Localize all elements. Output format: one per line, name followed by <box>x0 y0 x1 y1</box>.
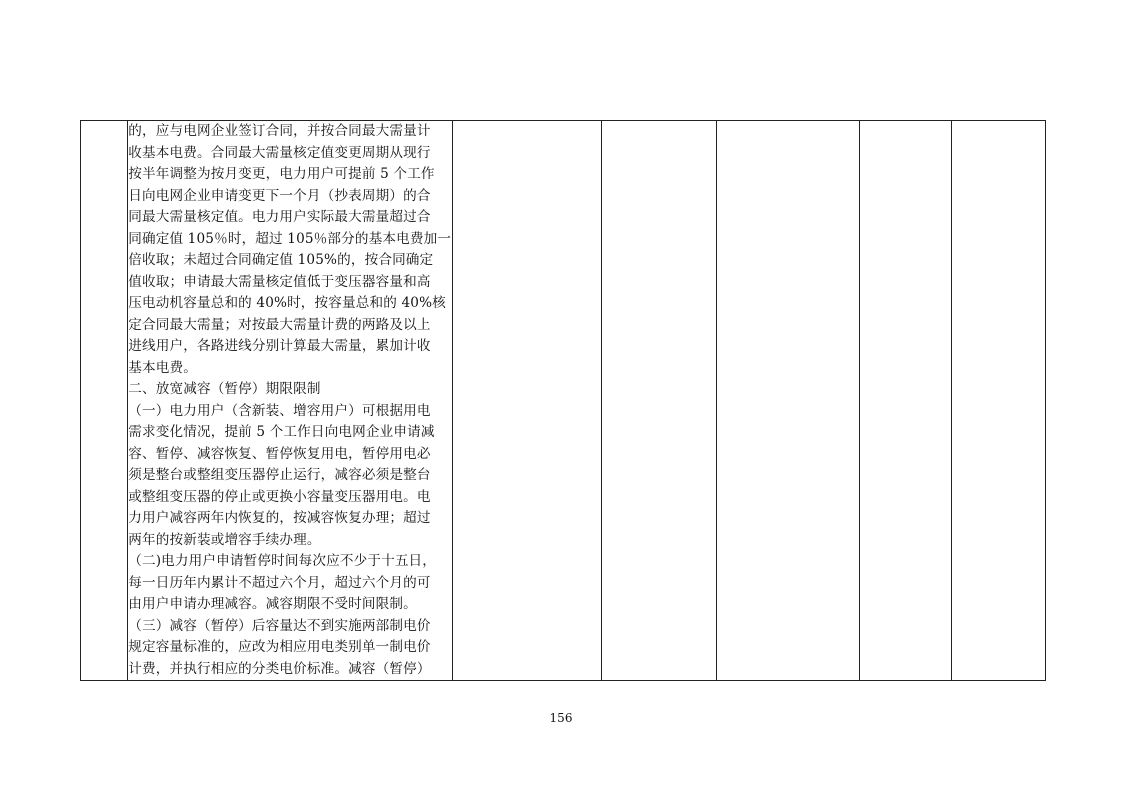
text-line: 或整组变压器的停止或更换小容量变压器用电。电 <box>128 488 431 505</box>
text-line: 进线用户，各路进线分别计算最大需量，累加计收 <box>128 338 431 354</box>
text-line: 定合同最大需量；对按最大需量计费的两路及以上 <box>128 316 431 333</box>
content-lines <box>128 121 452 680</box>
table-cell-empty-7 <box>952 121 1046 681</box>
text-line: 需求变化情况，提前 5 个工作日向电网企业申请减 <box>128 424 435 440</box>
table-cell-index <box>81 121 128 681</box>
table-cell-empty-4 <box>601 121 717 681</box>
table-row <box>81 121 1046 681</box>
text-line: （一）电力用户（含新装、增容用户）可根据用电 <box>128 402 431 419</box>
table-cell-empty-3 <box>452 121 601 681</box>
text-line: 每一日历年内累计不超过六个月，超过六个月的可 <box>128 574 431 591</box>
text-line: 日向电网企业申请变更下一个月（抄表周期）的合 <box>128 187 431 204</box>
text-line: 按半年调整为按月变更，电力用户可提前 5 个工作 <box>128 166 435 182</box>
table-cell-content <box>128 121 453 681</box>
text-line: 同最大需量核定值。电力用户实际最大需量超过合 <box>128 209 431 225</box>
text-line: 规定容量标准的，应改为相应用电类别单一制电价 <box>128 639 431 655</box>
text-line: 力用户减容两年内恢复的，按减容恢复办理；超过 <box>128 510 431 526</box>
text-line: 压电动机容量总和的 40%时，按容量总和的 40%核 <box>128 295 446 311</box>
text-line: 收基本电费。合同最大需量核定值变更周期从现行 <box>128 144 431 161</box>
text-line: 倍收取；未超过合同确定值 105%的，按合同确定 <box>128 252 434 268</box>
text-line: 由用户申请办理减容。减容期限不受时间限制。 <box>128 596 417 612</box>
text-line: 容、暂停、减容恢复、暂停恢复用电，暂停用电必 <box>128 445 431 462</box>
table-cell-empty-6 <box>860 121 952 681</box>
page-number: 156 <box>549 711 573 725</box>
policy-table <box>80 120 1046 681</box>
text-line: （三）减容（暂停）后容量达不到实施两部制电价 <box>128 617 431 634</box>
text-line: 两年的按新装或增容手续办理。 <box>128 531 321 548</box>
text-line: （二)电力用户申请暂停时间每次应不少于十五日， <box>128 553 437 569</box>
table-cell-empty-5 <box>717 121 860 681</box>
text-line: 二、放宽减容（暂停）期限限制 <box>128 381 321 397</box>
text-line: 值收取；申请最大需量核定值低于变压器容量和高 <box>128 273 431 290</box>
text-line: 的，应与电网企业签订合同，并按合同最大需量计 <box>128 123 431 139</box>
text-line: 计费，并执行相应的分类电价标准。减容（暂停） <box>128 660 431 677</box>
text-line: 基本电费。 <box>128 359 197 376</box>
text-line: 同确定值 105％时，超过 105％部分的基本电费加一 <box>128 230 452 247</box>
text-line: 须是整台或整组变压器停止运行，减容必须是整台 <box>128 467 431 483</box>
